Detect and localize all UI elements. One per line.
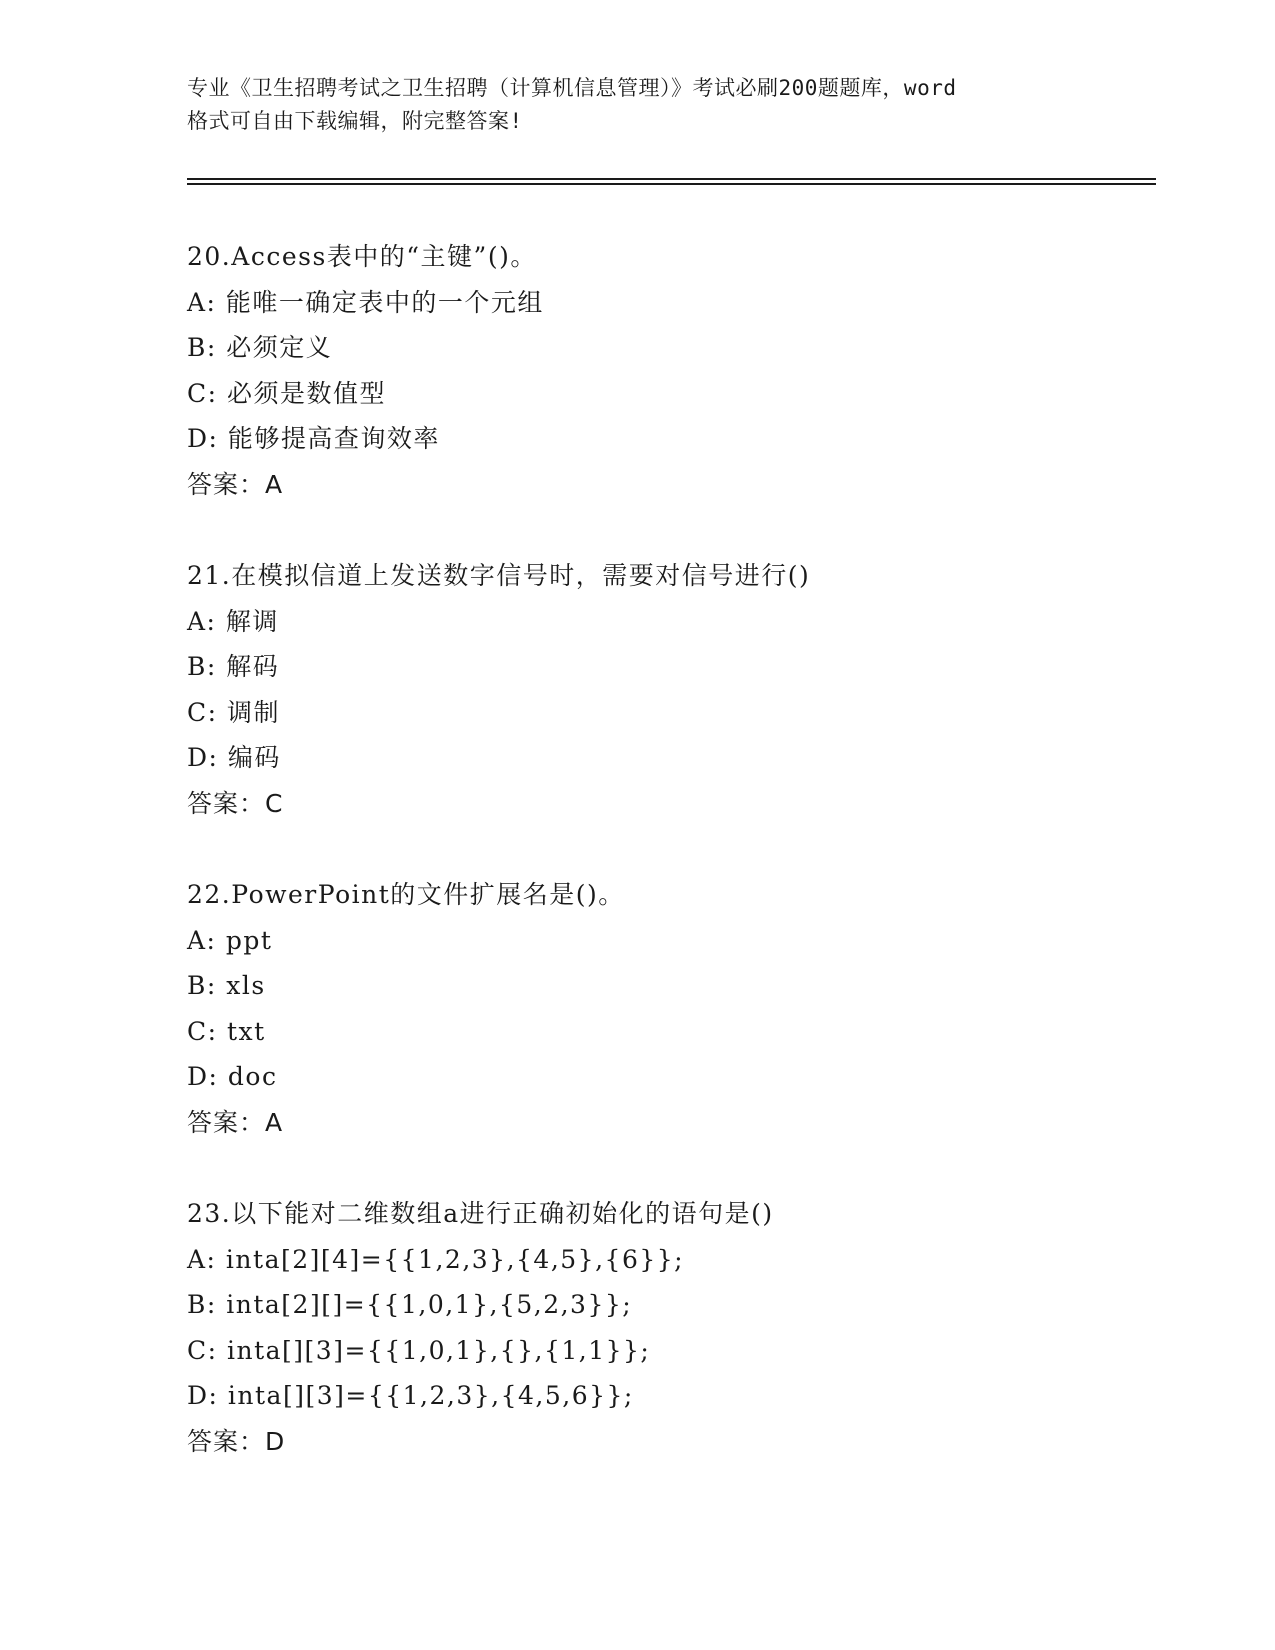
- option-c: C: inta[][3]={{1,0,1},{},{1,1}};: [187, 1335, 651, 1365]
- header-line-2: 格式可自由下载编辑，附完整答案!: [187, 109, 523, 133]
- option-d: D: 能够提高查询效率: [187, 424, 440, 454]
- question-23: [187, 1191, 1147, 1465]
- question-21: [187, 553, 1147, 827]
- header-line-1: 专业《卫生招聘考试之卫生招聘（计算机信息管理）》考试必刷200题题库，word: [187, 76, 957, 100]
- option-b: B: inta[2][]={{1,0,1},{5,2,3}};: [187, 1290, 633, 1320]
- question-stem: 21.在模拟信道上发送数字信号时，需要对信号进行(): [187, 561, 811, 590]
- question-20: [187, 234, 1147, 508]
- option-c: C: 必须是数值型: [187, 378, 386, 408]
- question-stem: 20.Access表中的“主键”()。: [187, 242, 537, 271]
- option-a: A: 解调: [187, 606, 279, 636]
- option-c: C: txt: [187, 1016, 266, 1046]
- header-divider-bottom: [187, 183, 1156, 185]
- answer-text: 答案：C: [187, 788, 284, 818]
- option-a: A: 能唯一确定表中的一个元组: [187, 287, 544, 317]
- answer-text: 答案：A: [187, 469, 284, 499]
- answer-text: 答案：A: [187, 1107, 284, 1137]
- header-divider-top: [187, 178, 1156, 180]
- option-a: A: inta[2][4]={{1,2,3},{4,5},{6}};: [187, 1244, 685, 1274]
- question-22: [187, 872, 1147, 1146]
- option-c: C: 调制: [187, 697, 280, 727]
- option-b: B: 必须定义: [187, 333, 333, 363]
- question-stem: 23.以下能对二维数组a进行正确初始化的语句是(): [187, 1199, 774, 1228]
- option-b: B: 解码: [187, 652, 280, 682]
- document-header: [187, 72, 1087, 138]
- option-d: D: 编码: [187, 743, 281, 773]
- option-d: D: inta[][3]={{1,2,3},{4,5,6}};: [187, 1381, 634, 1411]
- question-stem: 22.PowerPoint的文件扩展名是()。: [187, 880, 625, 909]
- answer-text: 答案：D: [187, 1426, 286, 1456]
- option-b: B: xls: [187, 971, 266, 1001]
- option-a: A: ppt: [187, 925, 273, 955]
- option-d: D: doc: [187, 1062, 278, 1092]
